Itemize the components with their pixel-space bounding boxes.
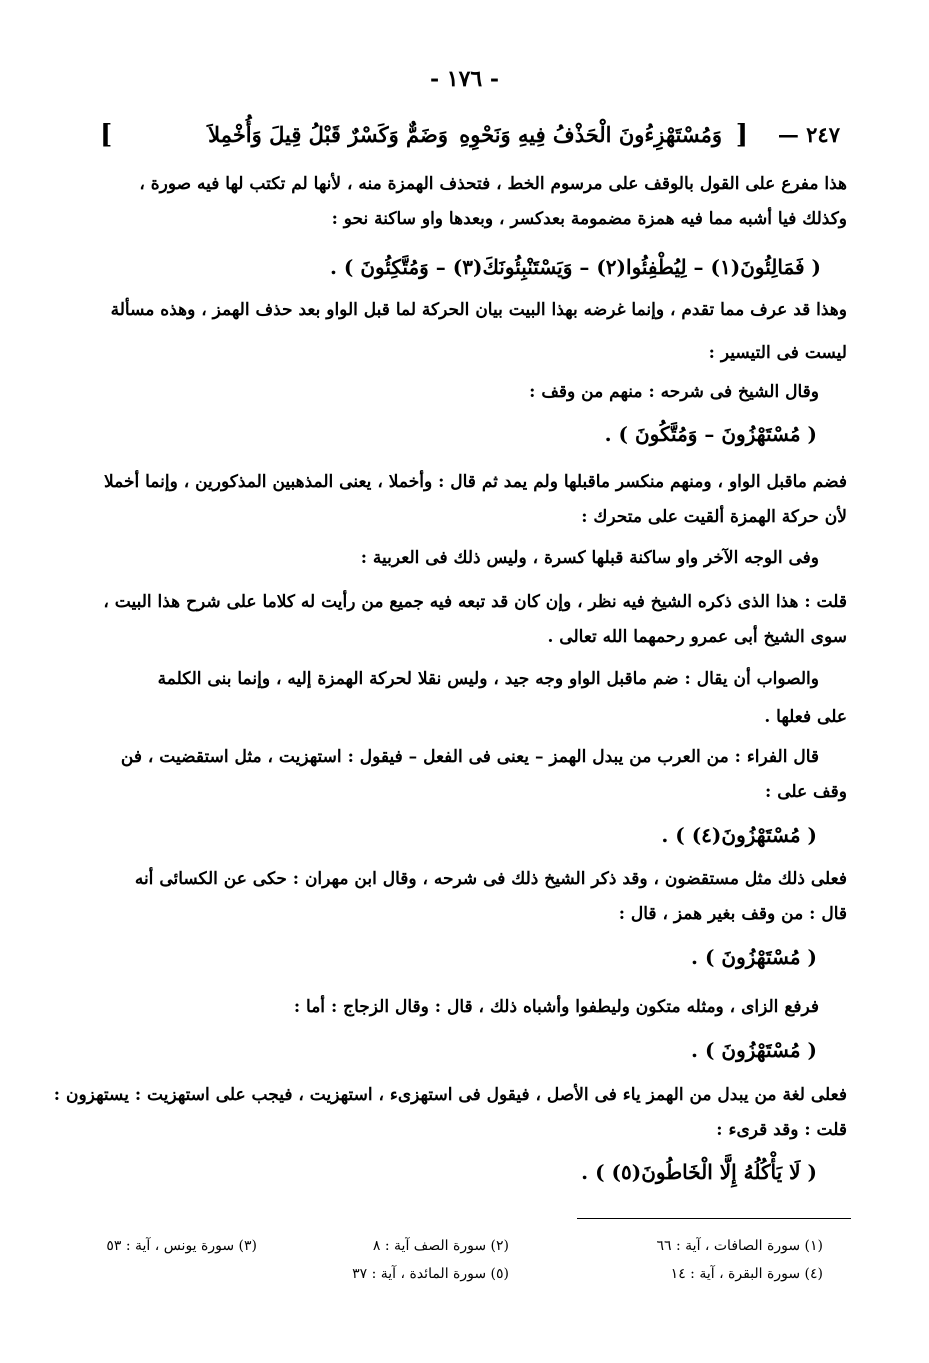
text-line: وفى الوجه الآخر واو ساكنة قبلها كسرة ، وليس ذلك فى العربية : <box>360 548 819 568</box>
text-line: قلت : وقد قرىء : <box>716 1120 847 1140</box>
verse-number: ٢٤٧ — <box>777 122 840 147</box>
footnote: (٢) سورة الصف آية : ٨ <box>372 1238 509 1254</box>
text-line: قال : من وقف بغير همز ، قال : <box>618 904 847 924</box>
text-line: ليست فى التيسير : <box>708 343 847 363</box>
quran-line: ( مُسْتَهْزُونَ(٤) ) . <box>661 823 817 847</box>
text-line: فرفع الزاى ، ومثله متكون وليطفوا وأشباه ذلك ، قال : وقال الزجاج : أما : <box>293 997 819 1017</box>
text-line: فعلى ذلك مثل مستقضون ، وقد ذكر الشيخ ذلك فى شرحه ، وقال ابن مهران : حكى عن الكسائى أنه <box>134 869 847 889</box>
text-line: والصواب أن يقال : ضم ماقبل الواو وجه جيد ، وليس نقلا لحركة الهمزة إليه ، وإنما بنى الكلمة <box>157 669 819 689</box>
footnote-divider <box>577 1218 851 1219</box>
footnote: (١) سورة الصافات ، آية : ٦٦ <box>656 1238 823 1254</box>
verse-bracket-open: [ <box>735 120 748 150</box>
text-line: فضم ماقبل الواو ، ومنهم منكسر ماقبلها ولم يمد ثم قال : وأخملا ، يعنى المذهبين المذكورين ، وإنما أخملا <box>104 472 847 492</box>
footnote: (٥) سورة المائدة ، آية : ٣٧ <box>352 1266 509 1282</box>
text-line: وقف على : <box>765 782 847 802</box>
text-line: فعلى لغة من يبدل من الهمز ياء فى الأصل ، فيقول فى استهزىء ، استهزيت ، فيجب على استهزيت : يستهزون : <box>53 1085 847 1105</box>
verse-hemistich-first: وَمُسْتَهْزِءُونَ الْحَذْفُ فِيهِ وَنَحْوِهِ <box>459 122 722 147</box>
text-line: سوى الشيخ أبى عمرو رحمهما الله تعالى . <box>547 627 847 647</box>
quran-line: ( مُسْتَهْزُونَ ) . <box>691 1038 817 1062</box>
quran-line: ( مُسْتَهْزُونَ ) . <box>691 945 817 969</box>
verse-bracket-close: ] <box>100 120 113 150</box>
text-line: هذا مفرع على القول بالوقف على مرسوم الخط ، فتحذف الهمزة منه ، لأنها لم تكتب لها فيه صورة ، <box>139 174 847 194</box>
text-line: وقال الشيخ فى شرحه : منهم من وقف : <box>529 382 819 402</box>
text-line: على فعلها . <box>764 707 847 727</box>
footnote: (٣) سورة يونس ، آية : ٥٣ <box>106 1238 257 1254</box>
text-line: وهذا قد عرف مما تقدم ، وإنما غرضه بهذا البيت بيان الحركة لما قبل الواو بعد حذف الهمز ، وهذه مسألة <box>110 300 847 320</box>
text-line: قلت : هذا الذى ذكره الشيخ فيه نظر ، وإن كان قد تبعه فيه جميع من رأيت له كلاما على شرح هذا البيت ، <box>103 592 847 612</box>
quran-line: ( فَمَالِئُونَ(١) – لِيُطْفِئُوا(٢) – وَيَسْتَنْبِئُونَكَ(٣) – وَمُتَّكِئُونَ ) . <box>329 255 821 279</box>
page-number: - ١٧٦ - <box>429 66 500 92</box>
text-line: قال الفراء : من العرب من يبدل الهمز – يعنى فى الفعل – فيقول : استهزيت ، مثل استقضيت ، فن <box>120 747 819 767</box>
verse-line <box>100 122 840 162</box>
quran-line: ( لَا يَأْكُلُهُ إِلَّا الْخَاطُونَ(٥) ) . <box>581 1160 817 1184</box>
verse-hemistich-second: وَضَمٌّ وَكَسْرٌ قَبْلُ قِيلَ وَأُخْمِلاَ <box>208 122 448 147</box>
footnote: (٤) سورة البقرة ، آية : ١٤ <box>670 1266 823 1282</box>
quran-line: ( مُسْتَهْزُونَ – وَمُتَّكُونَ ) . <box>604 422 817 446</box>
text-line: لأن حركة الهمزة ألقيت على متحرك : <box>581 507 847 527</box>
text-line: وكذلك فيا أشبه مما فيه همزة مضمومة بعدكسر ، وبعدها واو ساكنة نحو : <box>331 209 847 229</box>
